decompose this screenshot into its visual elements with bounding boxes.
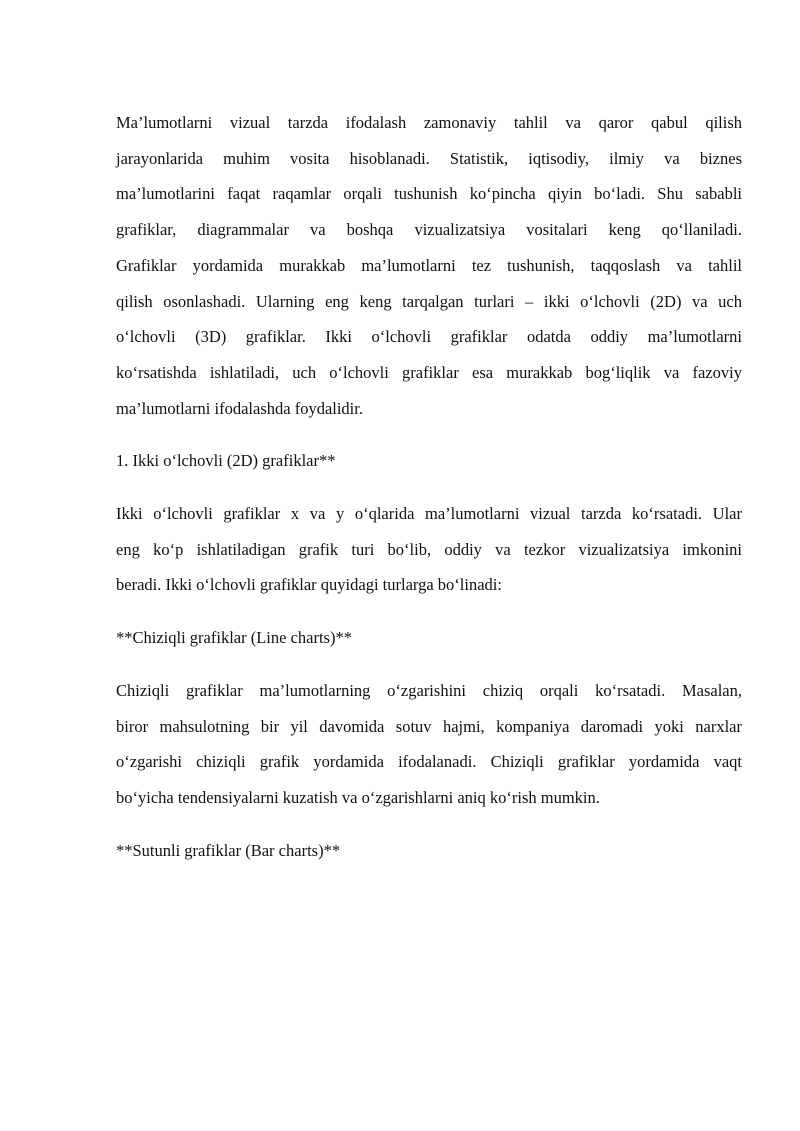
intro-paragraph [116,105,742,426]
text-line: Ma’lumotlarni vizual tarzda ifodalash zamonaviy tahlil va qaror qabul qilish [116,113,742,132]
section-paragraph [116,496,742,603]
paragraph-spacer [116,603,742,620]
line-charts-paragraph [116,673,742,816]
text-line: biror mahsulotning bir yil davomida sotuv hajmi, kompaniya daromadi yoki narxlar [116,716,742,736]
document-body [116,105,742,868]
text-line: jarayonlarida muhim vosita hisoblanadi. Statistik, iqtisodiy, ilmiy va biznes [116,148,742,168]
bar-charts-heading: **Sutunli grafiklar (Bar charts)** [116,840,341,860]
text-line: ma’lumotlarni ifodalashda foydalidir. [116,398,363,418]
paragraph-spacer [116,816,742,833]
text-line: beradi. Ikki o‘lchovli grafiklar quyidagi turlarga bo‘linadi: [116,575,502,595]
text-line: qilish osonlashadi. Ularning eng keng tarqalgan turlari – ikki o‘lchovli (2D) va uch [116,291,742,311]
text-line: grafiklar, diagrammalar va boshqa vizualizatsiya vositalari keng qo‘llaniladi. [116,220,742,240]
text-line: Chiziqli grafiklar ma’lumotlarning o‘zgarishini chiziq orqali ko‘rsatadi. Masalan, [116,680,742,700]
text-line: o‘lchovli (3D) grafiklar. Ikki o‘lchovli grafiklar odatda oddiy ma’lumotlarni [116,327,742,347]
text-line: eng ko‘p ishlatiladigan grafik turi bo‘lib, oddiy va tezkor vizualizatsiya imkonini [116,539,742,559]
text-line: ma’lumotlarini faqat raqamlar orqali tushunish ko‘pincha qiyin bo‘ladi. Shu sababli [116,184,742,204]
line-charts-heading: **Chiziqli grafiklar (Line charts)** [116,628,352,648]
paragraph-spacer [116,479,742,496]
text-line: Ikki o‘lchovli grafiklar x va y o‘qlarida ma’lumotlarni vizual tarzda ko‘rsatadi. Ular [116,504,742,524]
paragraph-spacer [116,426,742,443]
section-heading: 1. Ikki o‘lchovli (2D) grafiklar** [116,451,336,471]
text-line: o‘zgarishi chiziqli grafik yordamida ifodalanadi. Chiziqli grafiklar yordamida vaqt [116,752,742,772]
text-line: Grafiklar yordamida murakkab ma’lumotlarni tez tushunish, taqqoslash va tahlil [116,255,742,275]
paragraph-spacer [116,656,742,673]
text-line: ko‘rsatishda ishlatiladi, uch o‘lchovli grafiklar esa murakkab bog‘liqlik va fazoviy [116,362,742,382]
text-line: bo‘yicha tendensiyalarni kuzatish va o‘zgarishlarni aniq ko‘rish mumkin. [116,787,600,807]
